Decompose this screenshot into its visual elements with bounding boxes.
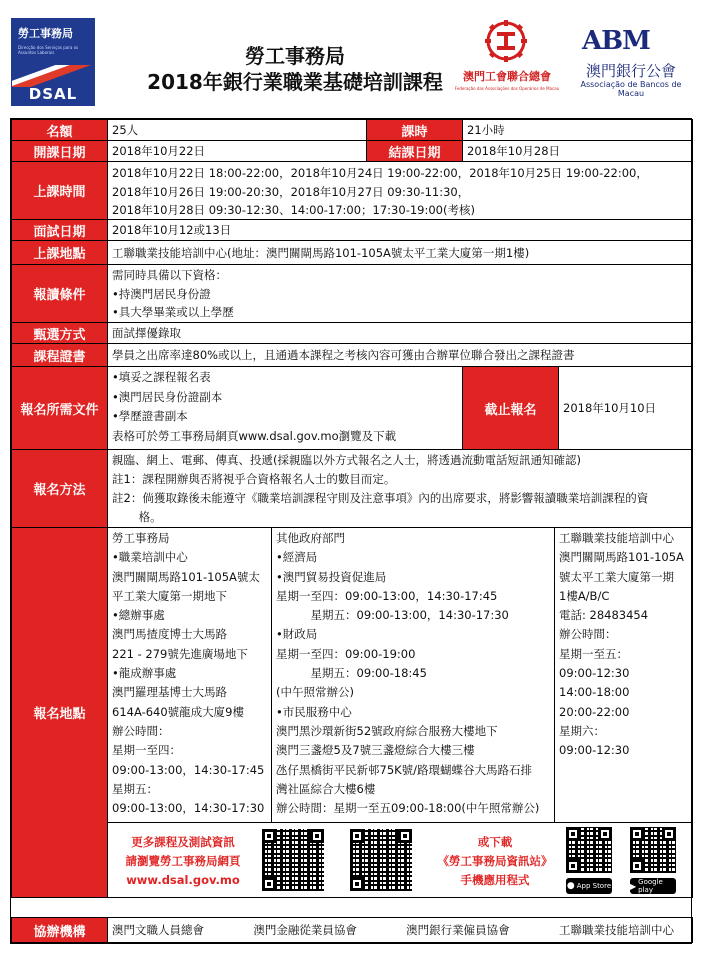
requirements-label: 報讀條件: [11, 264, 108, 323]
course-info-table: [10, 118, 692, 944]
place-line: 平工業大廈第一期地下: [112, 588, 227, 603]
document-line: •填妥之課程報名表: [112, 370, 211, 384]
place-line: 澳門羅理基博士大馬路: [112, 685, 227, 700]
place-line: 星期一至四：09:00-13:00，14:30-17:45: [276, 588, 498, 603]
place-line: 澳門關閘馬路101-105A號太: [112, 569, 260, 584]
document-line: •學歷證書副本: [112, 409, 188, 423]
abm-name: 澳門銀行公會: [585, 62, 676, 80]
interview-date-label: 面試日期: [11, 219, 108, 241]
deadline-value: 2018年10月10日: [558, 366, 693, 450]
app-store-badge[interactable]: [566, 878, 612, 894]
requirements-value: [107, 264, 693, 323]
place-line: 20:00-22:00: [559, 704, 630, 719]
document-line: 表格可於勞工事務局網頁www.dsal.gov.mo瀏覽及下載: [112, 428, 397, 443]
place-column-training-centre: [554, 527, 693, 823]
dsal-logo-abbr: DSAL: [28, 85, 78, 103]
place-line: 09:00-12:30: [559, 743, 630, 758]
quota-label: 名額: [11, 119, 108, 141]
promo-line: 或下載: [477, 835, 513, 849]
page-title-org: 勞工事務局: [245, 44, 345, 68]
requirement-line: •持澳門居民身份證: [112, 286, 211, 301]
federation-logo: [447, 20, 567, 106]
place-line: 氹仔黑橋街平民新邨75K號/路環蝴蝶谷大馬路石排: [276, 762, 533, 777]
place-line: 星期五：: [112, 781, 158, 796]
play-icon: ▶: [630, 881, 637, 891]
place-line: 星期一至四：09:00-19:00: [276, 646, 416, 661]
place-column-government: [271, 527, 555, 823]
venue-value: 工聯職業技能培訓中心(地址：澳門關閘馬路101-105A號太平工業大廈第一期1樓): [107, 240, 693, 265]
place-line: •龍成辦事處: [112, 666, 177, 681]
place-line: 辦公時間：星期一至五09:00-18:00(中午照常辦公): [276, 801, 540, 816]
place-line: 勞工事務局: [112, 531, 170, 545]
place-line: 1樓A/B/C: [559, 588, 610, 603]
place-line: 星期一至四：: [112, 743, 181, 758]
place-line: 澳門黑沙環新街52號政府綜合服務大樓地下: [276, 723, 498, 738]
end-date-value: 2018年10月28日: [462, 140, 693, 162]
qr-code-google-play-icon[interactable]: [630, 827, 676, 873]
places-label: 報名地點: [11, 527, 108, 898]
place-line: 09:00-13:00，14:30-17:30: [112, 801, 265, 816]
place-column-dsal: [107, 527, 272, 823]
place-line: 澳門關閘馬路101-105A: [559, 550, 684, 565]
organizer-item: 工聯職業技能培訓中心: [558, 923, 674, 937]
place-line: 星期六：: [559, 723, 605, 738]
place-line: •職業培訓中心: [112, 550, 188, 565]
promo-website-text: [112, 833, 254, 890]
qr-code-app-store-icon[interactable]: [566, 827, 612, 873]
page-title-course: 2018年銀行業職業基礎培訓課程: [147, 70, 443, 94]
federation-subtitle: Federação das Associações dos Operários de Macau: [454, 86, 560, 91]
method-line: 親臨、網上、電郵、傳真、投遞(採親臨以外方式報名之人士，將透過流動電話短訊通知確認): [112, 453, 581, 467]
place-line: 221 - 279號先進廣場地下: [112, 646, 248, 661]
promo-website-link[interactable]: www.dsal.gov.mo: [126, 873, 240, 887]
app-store-label: App Store: [576, 882, 612, 890]
place-line: (中午照常辦公): [276, 685, 354, 700]
organizer-item: 澳門銀行業僱員協會: [406, 923, 510, 937]
method-label: 報名方法: [11, 449, 108, 528]
dsal-logo-subtitle: Direcção dos Serviços para os Assuntos Laborais: [18, 45, 79, 55]
place-line: 工聯職業技能培訓中心: [559, 531, 674, 545]
place-line: 星期五：09:00-13:00，14:30-17:30: [276, 608, 509, 623]
start-date-label: 開課日期: [11, 140, 108, 162]
place-line: 電話: 28483454: [559, 608, 649, 623]
method-line: 註2：倘獲取錄後未能遵守《職業培訓課程守則及注意事項》內的出席要求，將影響報讀職業培訓課程的資: [112, 491, 649, 505]
place-line: 09:00-13:00，14:30-17:45: [112, 762, 265, 777]
place-line: 14:00-18:00: [559, 685, 630, 700]
class-time-line: 2018年10月22日 18:00-22:00，2018年10月24日 19:00-22:00，2018年10月25日 19:00-22:00，: [112, 166, 648, 180]
organizer-item: 澳門金融從業員協會: [253, 923, 357, 937]
class-time-value: [107, 161, 693, 220]
place-line: •財政局: [276, 627, 318, 642]
place-line: •總辦事處: [112, 608, 165, 623]
place-line: •經濟局: [276, 550, 318, 565]
place-line: 星期五：09:00-18:45: [276, 666, 427, 681]
class-time-label: 上課時間: [11, 161, 108, 220]
quota-value: 25人: [107, 119, 367, 141]
apple-icon: ●: [566, 881, 575, 891]
venue-label: 上課地點: [11, 240, 108, 265]
google-play-label: Google play: [638, 878, 663, 894]
hours-value: 21小時: [462, 119, 693, 141]
deadline-label: 截止報名: [462, 366, 559, 450]
place-line: 614A-640號龍成大廈9樓: [112, 704, 244, 719]
end-date-label: 結課日期: [366, 140, 463, 162]
federation-name: 澳門工會聯合總會: [463, 70, 551, 83]
abm-logo: [568, 26, 698, 106]
promo-line: 請瀏覽勞工事務局網頁: [125, 854, 241, 868]
federation-emblem-icon: [485, 20, 527, 62]
organizers-label: 協辦機構: [11, 917, 108, 943]
certificate-value: 學員之出席率達80%或以上，且通過本課程之考核內容可獲由合辦單位聯合發出之課程證書: [107, 343, 693, 367]
promo-line: 手機應用程式: [460, 873, 530, 887]
promo-app-name: 《勞工事務局資訊站》: [437, 854, 553, 868]
requirement-line: •具大學畢業或以上學歷: [112, 305, 234, 320]
place-line: 號太平工業大廈第一期: [559, 569, 674, 584]
class-time-line: 2018年10月28日 09:30-12:30、14:00-17:00；17:30-19:00(考核): [112, 203, 475, 218]
documents-label: 報名所需文件: [11, 366, 108, 450]
promo-line: 更多課程及測試資訊: [131, 835, 235, 849]
promo-strip: [107, 822, 693, 898]
documents-value: [107, 366, 463, 450]
class-time-line: 2018年10月26日 19:00-20:30，2018年10月27日 09:30-11:30，: [112, 184, 470, 199]
place-line: 09:00-12:30: [559, 666, 630, 681]
organizer-item: 澳門文職人員總會: [112, 923, 204, 937]
place-line: •澳門貿易投資促進局: [276, 569, 387, 584]
place-line: 辦公時間：: [112, 723, 170, 738]
selection-value: 面試擇優錄取: [107, 322, 693, 344]
abm-subtitle: Associação de Bancos de Macau: [580, 80, 682, 98]
document-line: •澳門居民身份證副本: [112, 389, 223, 404]
abm-logo-mark: ABM: [582, 26, 650, 56]
place-line: 灣社區綜合大樓6樓: [276, 781, 376, 796]
dsal-logo-name: 勞工事務局: [18, 27, 73, 40]
qr-code-app-icon[interactable]: [350, 829, 412, 891]
method-line: 格。: [112, 510, 162, 524]
requirement-line: 需同時具備以下資格：: [112, 268, 227, 282]
certificate-label: 課程證書: [11, 343, 108, 367]
selection-label: 甄選方式: [11, 322, 108, 344]
header: [0, 0, 702, 118]
dsal-logo-swoosh: [12, 65, 94, 87]
start-date-value: 2018年10月22日: [107, 140, 367, 162]
place-line: 澳門三盞燈5及7號三盞燈綜合大樓三樓: [276, 743, 475, 758]
place-line: 辦公時間：: [559, 627, 617, 642]
google-play-badge[interactable]: [630, 878, 676, 894]
place-line: •市民服務中心: [276, 704, 352, 719]
hours-label: 課時: [366, 119, 463, 141]
place-line: 星期一至五：: [559, 646, 628, 661]
organizers-value: [107, 917, 693, 943]
place-line: 其他政府部門: [276, 531, 345, 545]
dsal-logo: [11, 18, 95, 106]
interview-date-value: 2018年10月12或13日: [107, 219, 693, 241]
promo-app-text: [424, 833, 566, 890]
place-line: 澳門馬揸度博士大馬路: [112, 627, 227, 642]
qr-code-website-icon[interactable]: [262, 829, 324, 891]
method-line: 註1：課程開辦與否將視乎合資格報名人士的數目而定。: [112, 472, 396, 486]
method-value: [107, 449, 693, 528]
